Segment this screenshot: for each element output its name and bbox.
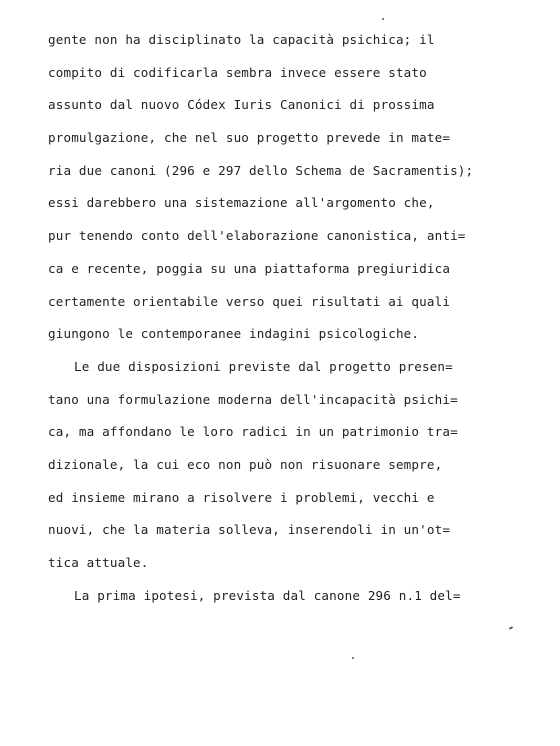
text-line: tano una formulazione moderna dell'incapacità psichi= (48, 391, 458, 407)
body-text (48, 30, 528, 618)
text-line: ca, ma affondano le loro radici in un patrimonio tra= (48, 424, 458, 440)
text-line: tica attuale. (48, 555, 149, 570)
text-line: compito di codificarla sembra invece essere stato (48, 64, 427, 80)
text-line: nuovi, che la materia solleva, inserendoli in un'ot= (48, 522, 451, 538)
text-line: La prima ipotesi, prevista dal canone 296 n.1 del= (74, 587, 461, 603)
text-line: ria due canoni (296 e 297 dello Schema de Sacramentis); (48, 162, 474, 178)
paragraph (48, 30, 528, 357)
text-line: dizionale, la cui eco non può non risuonare sempre, (48, 456, 443, 472)
text-line: pur tenendo conto dell'elaborazione canonistica, anti= (48, 228, 466, 244)
text-line: giungono le contemporanee indagini psicologiche. (48, 326, 420, 342)
paragraph (48, 357, 528, 586)
text-line: ed insieme mirano a risolvere i problemi, vecchi e (48, 489, 435, 505)
text-line: gente non ha disciplinato la capacità psichica; il (48, 32, 435, 47)
ink-mark (352, 657, 354, 659)
text-line: assunto dal nuovo Códex Iuris Canonici di prossima (48, 97, 435, 113)
text-line: Le due disposizioni previste dal progetto presen= (74, 358, 453, 374)
ink-mark (509, 626, 513, 630)
text-line: certamente orientabile verso quei risultati ai quali (48, 293, 451, 309)
ink-mark (382, 18, 384, 20)
text-line: ca e recente, poggia su una piattaforma pregiuridica (48, 260, 451, 276)
text-line: essi darebbero una sistemazione all'argomento che, (48, 195, 435, 211)
text-line: promulgazione, che nel suo progetto prevede in mate= (48, 130, 451, 146)
paragraph (48, 586, 528, 619)
